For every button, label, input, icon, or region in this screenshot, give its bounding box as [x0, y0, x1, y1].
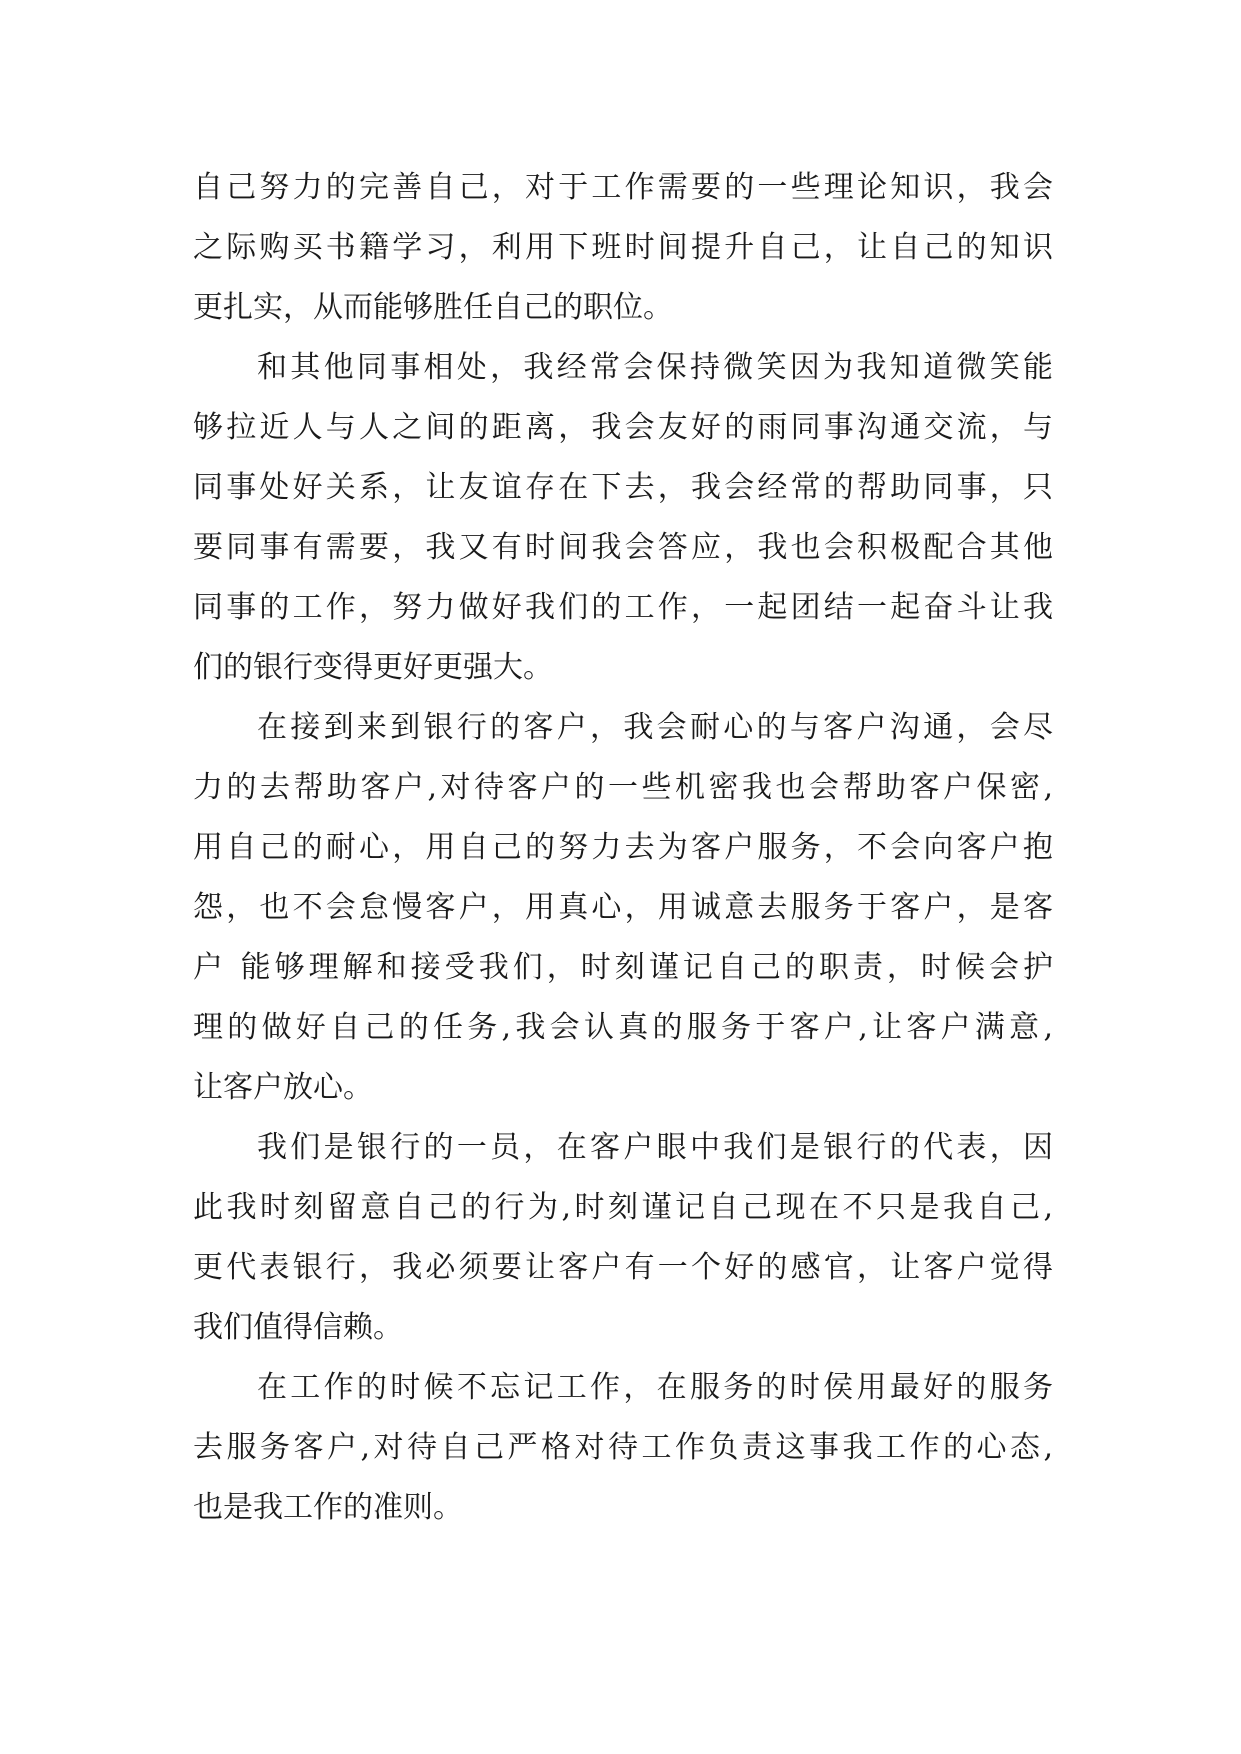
- text-line: 户 能够理解和接受我们，时刻谨记自己的职责，时候会护: [193, 950, 1053, 985]
- text-line: 在工作的时候不忘记工作，在服务的时侯用最好的服务: [257, 1370, 1053, 1405]
- text-line: 自己努力的完善自己，对于工作需要的一些理论知识，我会: [193, 170, 1053, 205]
- text-line: 我们是银行的一员，在客户眼中我们是银行的代表，因: [257, 1130, 1053, 1165]
- text-line: 和其他同事相处，我经常会保持微笑因为我知道微笑能: [257, 350, 1053, 385]
- paragraph-3: [193, 698, 1053, 1118]
- text-line: 在接到来到银行的客户，我会耐心的与客户沟通，会尽: [257, 710, 1053, 745]
- text-line: 之际购买书籍学习，利用下班时间提升自己，让自己的知识: [193, 230, 1053, 265]
- paragraph-1: [193, 158, 1053, 338]
- text-line: 同事的工作，努力做好我们的工作，一起团结一起奋斗让我: [193, 590, 1053, 625]
- text-line: 让客户放心。: [193, 1070, 373, 1105]
- paragraph-2: [193, 338, 1053, 698]
- text-line: 此我时刻留意自己的行为,时刻谨记自己现在不只是我自己,: [193, 1190, 1053, 1225]
- paragraph-4: [193, 1118, 1053, 1358]
- text-line: 我们值得信赖。: [193, 1310, 403, 1345]
- text-line: 们的银行变得更好更强大。: [193, 650, 553, 685]
- text-line: 理的做好自己的任务,我会认真的服务于客户,让客户满意,: [193, 1010, 1053, 1045]
- text-line: 更扎实，从而能够胜任自己的职位。: [193, 290, 673, 325]
- document-body: [193, 158, 1053, 1538]
- text-line: 同事处好关系，让友谊存在下去，我会经常的帮助同事，只: [193, 470, 1053, 505]
- text-line: 用自己的耐心，用自己的努力去为客户服务，不会向客户抱: [193, 830, 1053, 865]
- text-line: 够拉近人与人之间的距离，我会友好的雨同事沟通交流，与: [193, 410, 1053, 445]
- text-line: 力的去帮助客户,对待客户的一些机密我也会帮助客户保密,: [193, 770, 1053, 805]
- text-line: 更代表银行，我必须要让客户有一个好的感官，让客户觉得: [193, 1250, 1053, 1285]
- paragraph-5: [193, 1358, 1053, 1538]
- text-line: 去服务客户,对待自己严格对待工作负责这事我工作的心态,: [193, 1430, 1053, 1465]
- text-line: 要同事有需要，我又有时间我会答应，我也会积极配合其他: [193, 530, 1053, 565]
- text-line: 也是我工作的准则。: [193, 1490, 463, 1525]
- text-line: 怨，也不会怠慢客户，用真心，用诚意去服务于客户，是客: [193, 890, 1053, 925]
